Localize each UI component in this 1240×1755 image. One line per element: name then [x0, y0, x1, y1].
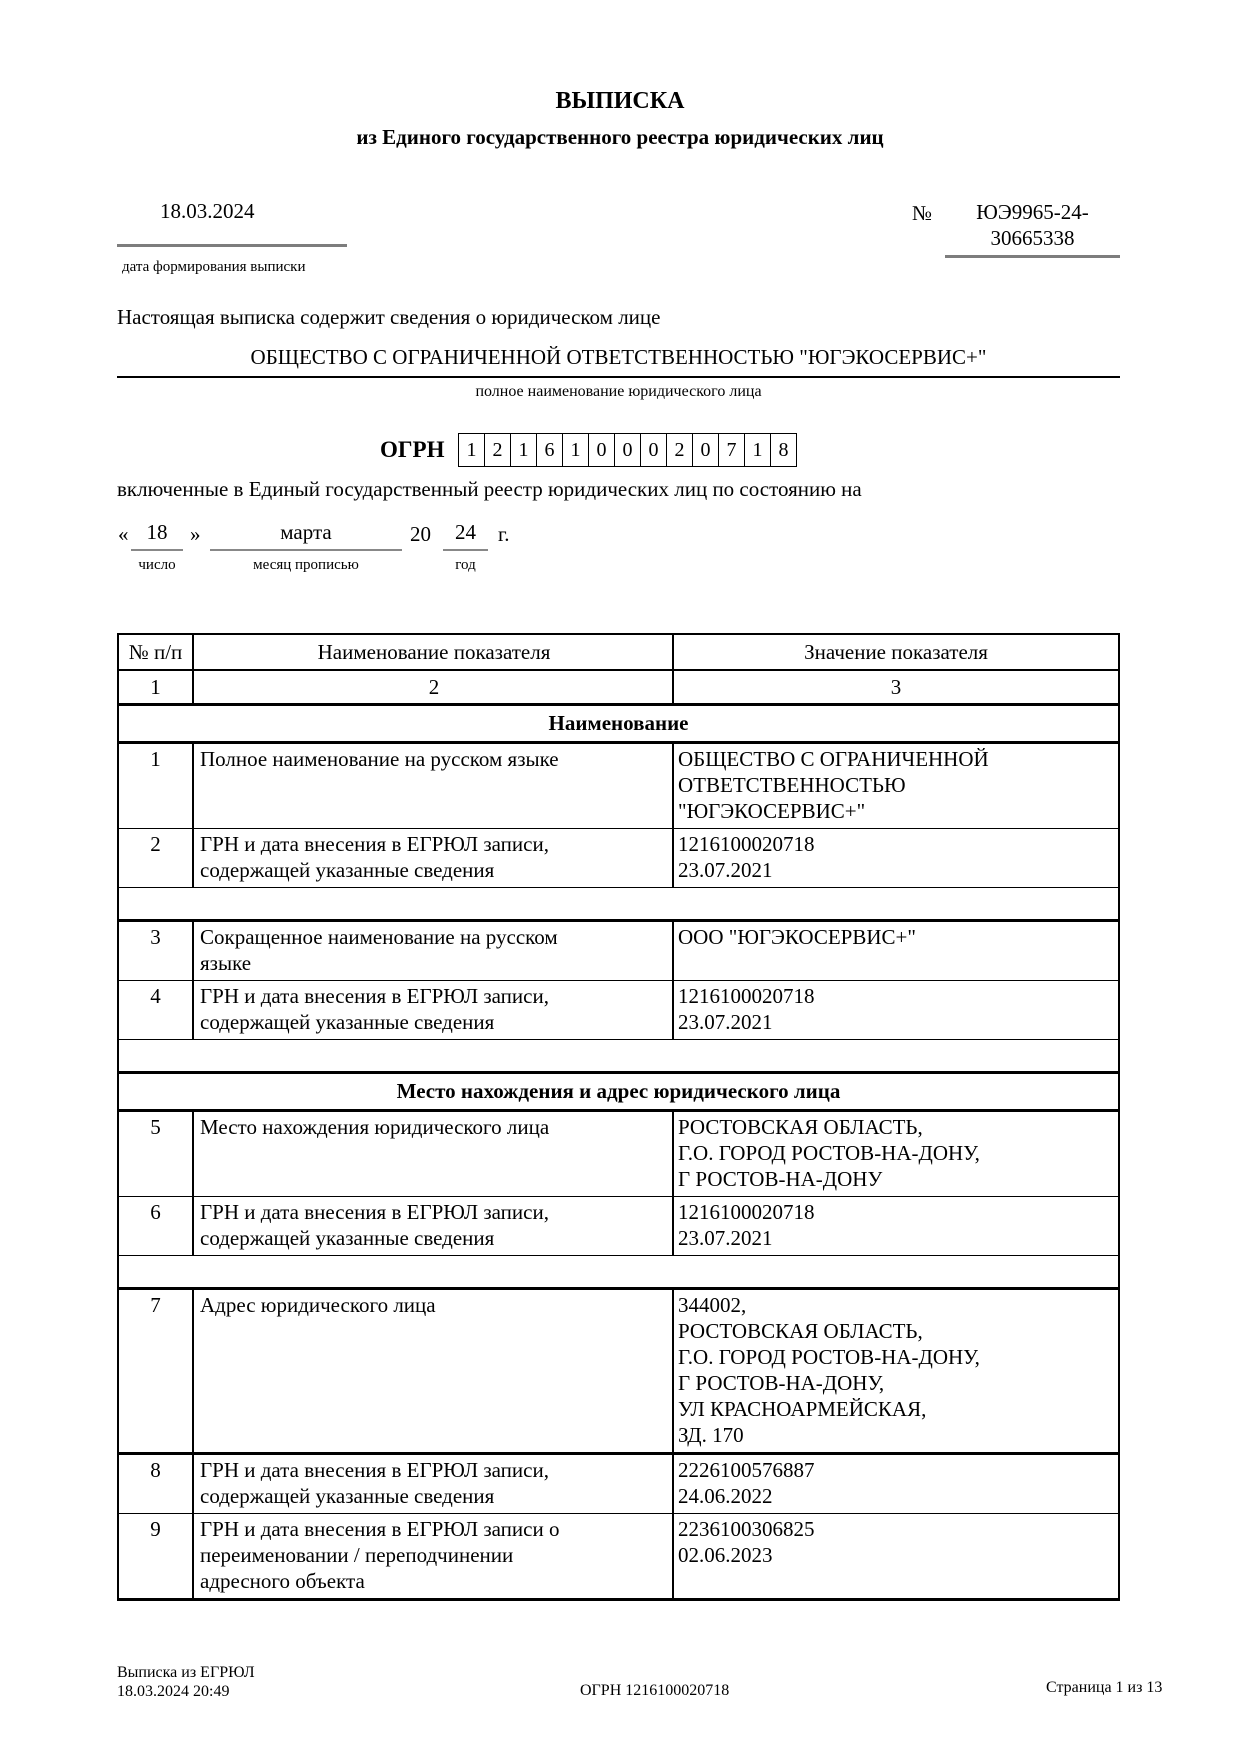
day-caption: число	[138, 557, 176, 573]
table-row	[119, 922, 1118, 981]
row-number: 4	[119, 981, 194, 1039]
close-quote: »	[190, 522, 201, 546]
ogrn-digit: 1	[562, 433, 589, 467]
as-of-year: 24	[443, 520, 488, 551]
header-name: Наименование показателя	[194, 635, 674, 669]
row-value: 1216100020718 23.07.2021	[678, 984, 815, 1034]
ogrn-digit: 1	[458, 433, 485, 467]
colnum-2: 2	[194, 671, 674, 703]
table-row	[119, 1112, 1118, 1197]
header-value: Значение показателя	[804, 640, 988, 664]
extract-number-line2: 30665338	[990, 226, 1075, 250]
row-value: 2226100576887 24.06.2022	[678, 1458, 815, 1508]
row-value: 1216100020718 23.07.2021	[678, 1200, 815, 1250]
ogrn-boxes	[458, 433, 797, 467]
section-row	[119, 706, 1118, 744]
table-body	[119, 706, 1118, 1598]
table-row	[119, 981, 1118, 1040]
extract-number-block	[945, 199, 1120, 258]
row-value: 2236100306825 02.06.2023	[678, 1517, 815, 1567]
formation-date-caption: дата формирования выписки	[122, 259, 306, 275]
spacer-row	[119, 1256, 1118, 1290]
table-row	[119, 1455, 1118, 1514]
row-value: ООО "ЮГЭКОСЕРВИС+"	[678, 925, 916, 949]
main-table	[117, 633, 1120, 1601]
colnum-1: 1	[119, 671, 194, 703]
intro-line: Настоящая выписка содержит сведения о юридическом лице	[117, 305, 661, 329]
row-name: Место нахождения юридического лица	[194, 1112, 674, 1196]
ogrn-digit: 0	[640, 433, 667, 467]
row-value: 1216100020718 23.07.2021	[678, 832, 815, 882]
row-name: ГРН и дата внесения в ЕГРЮЛ записи, содержащей указанные сведения	[194, 1197, 674, 1255]
footer-page-number: Страница 1 из 13	[1046, 1679, 1163, 1696]
number-sign: №	[912, 201, 933, 225]
header-num: № п/п	[119, 635, 194, 669]
footer-doc-type: Выписка из ЕГРЮЛ	[117, 1664, 255, 1681]
row-name: ГРН и дата внесения в ЕГРЮЛ записи, содержащей указанные сведения	[194, 1455, 674, 1513]
table-row	[119, 829, 1118, 888]
company-name: ОБЩЕСТВО С ОГРАНИЧЕННОЙ ОТВЕТСТВЕННОСТЬЮ "ЮГЭКОСЕРВИС+"	[117, 345, 1120, 378]
colnum-3: 3	[890, 675, 902, 699]
row-name: Полное наименование на русском языке	[194, 744, 674, 828]
section-row	[119, 1074, 1118, 1112]
included-line: включенные в Единый государственный реестр юридических лиц по состоянию на	[117, 477, 862, 501]
row-number: 7	[119, 1290, 194, 1452]
month-caption: месяц прописью	[253, 557, 359, 573]
formation-date: 18.03.2024	[160, 199, 255, 223]
row-number: 3	[119, 922, 194, 980]
table-row	[119, 1514, 1118, 1598]
row-value: ОБЩЕСТВО С ОГРАНИЧЕННОЙ ОТВЕТСТВЕННОСТЬЮ "ЮГЭКОСЕРВИС+"	[678, 747, 989, 823]
company-name-caption: полное наименование юридического лица	[475, 383, 762, 400]
ogrn-digit: 0	[588, 433, 615, 467]
ogrn-digit: 0	[614, 433, 641, 467]
ogrn-digit: 7	[718, 433, 745, 467]
as-of-day: 18	[131, 520, 183, 551]
row-name: ГРН и дата внесения в ЕГРЮЛ записи, содержащей указанные сведения	[194, 829, 674, 887]
row-number: 8	[119, 1455, 194, 1513]
row-number: 2	[119, 829, 194, 887]
ogrn-digit: 6	[536, 433, 563, 467]
row-name: Сокращенное наименование на русском языке	[194, 922, 674, 980]
ogrn-digit: 1	[744, 433, 771, 467]
section-label: Наименование	[548, 711, 689, 735]
row-number: 6	[119, 1197, 194, 1255]
ogrn-label: ОГРН	[380, 437, 445, 462]
row-number: 5	[119, 1112, 194, 1196]
row-number: 1	[119, 744, 194, 828]
document-title: ВЫПИСКА	[555, 88, 685, 114]
footer-left	[117, 1663, 255, 1701]
table-header-row	[119, 635, 1118, 671]
as-of-month: марта	[210, 520, 402, 551]
year-caption: год	[455, 557, 476, 573]
document-subtitle: из Единого государственного реестра юридических лиц	[356, 125, 884, 149]
ogrn-digit: 0	[692, 433, 719, 467]
row-name: ГРН и дата внесения в ЕГРЮЛ записи о переименовании / переподчинении адресного объекта	[194, 1514, 674, 1598]
table-row	[119, 744, 1118, 829]
extract-number-line1: ЮЭ9965-24-	[976, 200, 1089, 224]
ogrn-digit: 1	[510, 433, 537, 467]
open-quote: «	[118, 522, 129, 546]
table-row	[119, 1197, 1118, 1256]
ogrn-digit: 8	[770, 433, 797, 467]
footer-ogrn: ОГРН 1216100020718	[580, 1682, 730, 1699]
year-suffix: г.	[498, 522, 510, 546]
ogrn-digit: 2	[484, 433, 511, 467]
row-value: РОСТОВСКАЯ ОБЛАСТЬ, Г.О. ГОРОД РОСТОВ-НА-ДОНУ, Г РОСТОВ-НА-ДОНУ	[678, 1115, 980, 1191]
footer-datetime: 18.03.2024 20:49	[117, 1683, 230, 1700]
row-name: Адрес юридического лица	[194, 1290, 674, 1452]
section-label: Место нахождения и адрес юридического лица	[396, 1079, 841, 1103]
as-of-century: 20	[410, 522, 431, 546]
row-number: 9	[119, 1514, 194, 1598]
spacer-row	[119, 888, 1118, 922]
formation-date-block	[117, 199, 347, 247]
ogrn-digit: 2	[666, 433, 693, 467]
column-numbers-row	[119, 671, 1118, 706]
table-row	[119, 1290, 1118, 1455]
spacer-row	[119, 1040, 1118, 1074]
row-name: ГРН и дата внесения в ЕГРЮЛ записи, содержащей указанные сведения	[194, 981, 674, 1039]
row-value: 344002, РОСТОВСКАЯ ОБЛАСТЬ, Г.О. ГОРОД РОСТОВ-НА-ДОНУ, Г РОСТОВ-НА-ДОНУ, УЛ КРАСНОАРМЕЙСКАЯ, ЗД. 170	[678, 1293, 980, 1447]
